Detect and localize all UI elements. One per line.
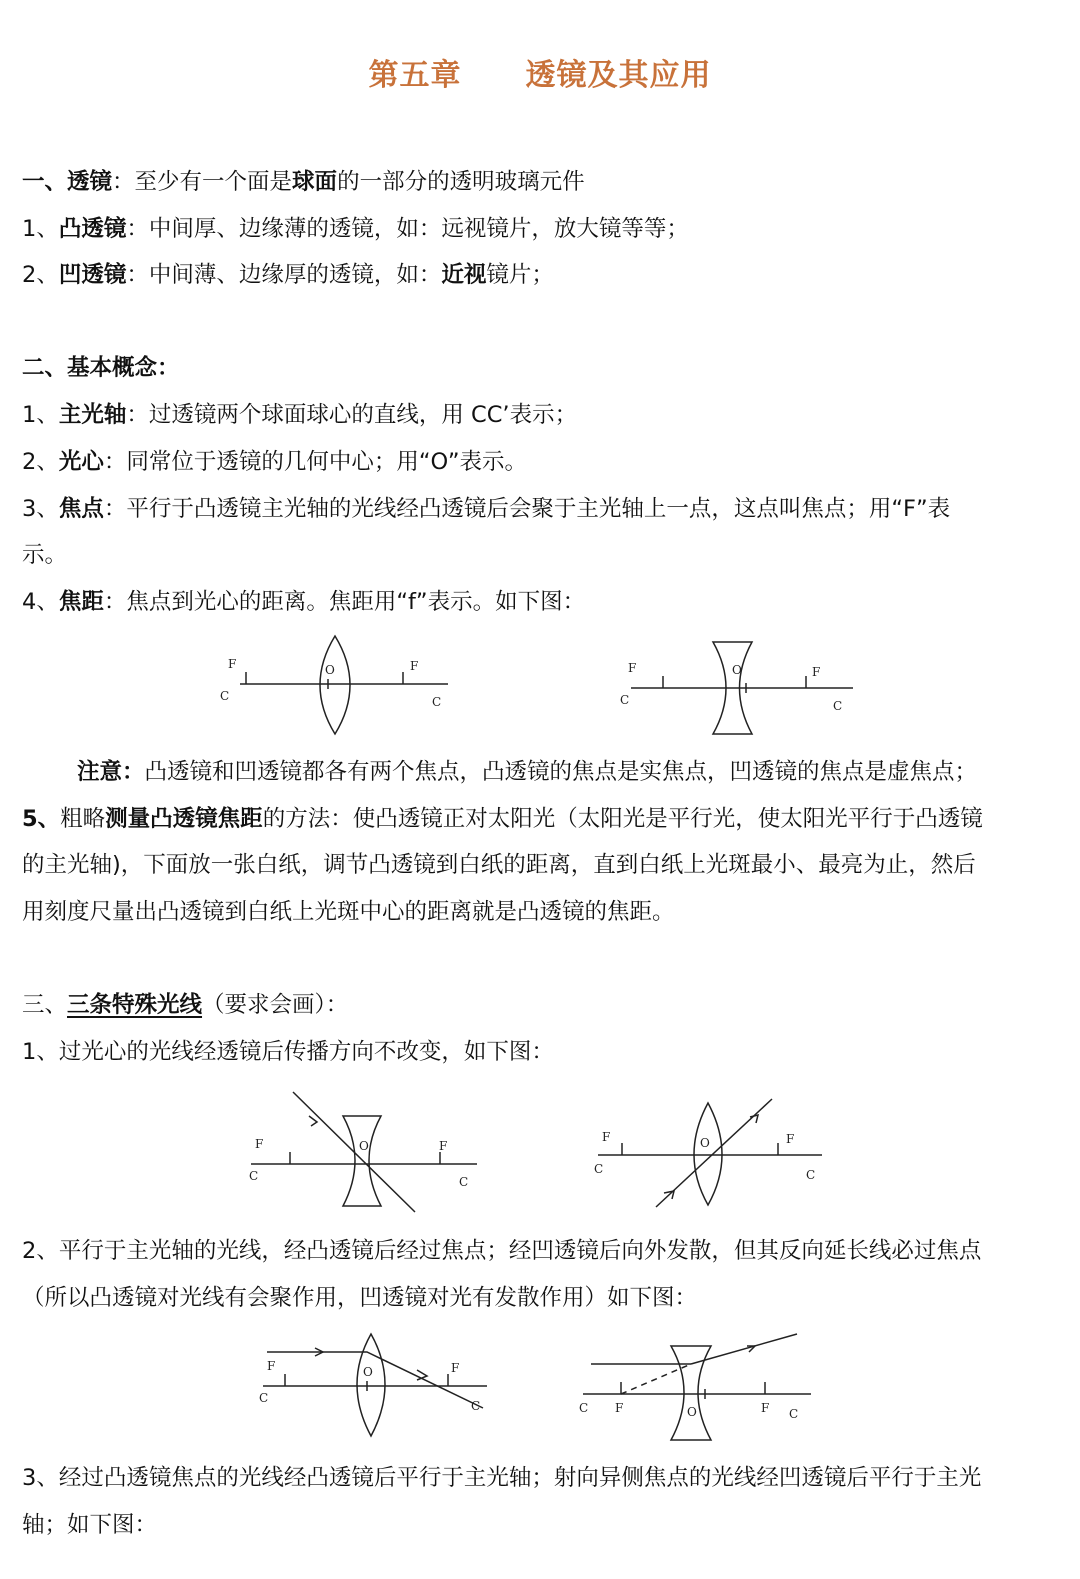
ray-rule-3-line-2: 轴；如下图： bbox=[22, 1512, 158, 1538]
svg-text:C: C bbox=[579, 1401, 589, 1415]
svg-text:F: F bbox=[451, 1361, 460, 1375]
svg-text:C: C bbox=[471, 1399, 481, 1413]
svg-text:F: F bbox=[615, 1401, 624, 1415]
concave-lens-focus-diagram bbox=[615, 638, 865, 738]
svg-text:F: F bbox=[439, 1139, 448, 1153]
svg-text:C: C bbox=[249, 1169, 259, 1183]
svg-text:F: F bbox=[602, 1130, 611, 1144]
section-1-heading: 一、透镜：至少有一个面是球面的一部分的透明玻璃元件 bbox=[22, 169, 585, 195]
svg-text:C: C bbox=[259, 1391, 269, 1405]
svg-text:C: C bbox=[459, 1175, 469, 1189]
concave-center-ray-diagram bbox=[245, 1088, 485, 1218]
section-2-heading: 二、基本概念： bbox=[22, 355, 180, 381]
convex-parallel-ray-diagram bbox=[255, 1330, 495, 1440]
note-focal-points: 注意：凸透镜和凹透镜都各有两个焦点，凸透镜的焦点是实焦点，凹透镜的焦点是虚焦点； bbox=[77, 759, 978, 785]
focal-length-definition: 4、焦距：焦点到光心的距离。焦距用“f”表示。如下图： bbox=[22, 589, 586, 615]
svg-text:F: F bbox=[228, 657, 237, 671]
svg-text:F: F bbox=[812, 665, 821, 679]
svg-text:O: O bbox=[325, 663, 335, 677]
ray-rule-2-line-2: （所以凸透镜对光线有会聚作用，凹透镜对光有发散作用）如下图： bbox=[22, 1285, 698, 1311]
svg-text:F: F bbox=[267, 1359, 276, 1373]
svg-text:C: C bbox=[220, 689, 230, 703]
svg-text:C: C bbox=[789, 1407, 799, 1421]
svg-text:O: O bbox=[700, 1136, 710, 1150]
svg-text:C: C bbox=[620, 693, 630, 707]
optical-center-definition: 2、光心：同常位于透镜的几何中心；用“O”表示。 bbox=[22, 449, 527, 475]
focal-point-definition: 3、焦点：平行于凸透镜主光轴的光线经凸透镜后会聚于主光轴上一点，这点叫焦点；用“F”表 bbox=[22, 496, 951, 522]
svg-text:O: O bbox=[687, 1405, 697, 1419]
measure-method-line-3: 用刻度尺量出凸透镜到白纸上光斑中心的距离就是凸透镜的焦距。 bbox=[22, 899, 675, 925]
svg-text:C: C bbox=[833, 699, 843, 713]
concave-parallel-ray-diagram bbox=[575, 1330, 815, 1445]
measure-method-line-2: 的主光轴)，下面放一张白纸，调节凸透镜到白纸的距离，直到白纸上光斑最小、最亮为止，然后 bbox=[22, 852, 976, 878]
svg-text:O: O bbox=[363, 1365, 373, 1379]
svg-text:C: C bbox=[432, 695, 442, 709]
svg-text:F: F bbox=[786, 1132, 795, 1146]
svg-text:O: O bbox=[359, 1139, 369, 1153]
svg-text:F: F bbox=[410, 659, 419, 673]
svg-text:O: O bbox=[732, 663, 742, 677]
principal-axis-definition: 1、主光轴：过透镜两个球面球心的直线，用 CC’表示； bbox=[22, 402, 578, 428]
svg-text:C: C bbox=[594, 1162, 604, 1176]
svg-text:F: F bbox=[628, 661, 637, 675]
convex-center-ray-diagram bbox=[590, 1095, 830, 1215]
section-3-heading: 三、三条特殊光线（要求会画）： bbox=[22, 992, 349, 1018]
ray-rule-1: 1、过光心的光线经透镜后传播方向不改变，如下图： bbox=[22, 1039, 554, 1065]
ray-rule-2-line-1: 2、平行于主光轴的光线，经凸透镜后经过焦点；经凹透镜后向外发散，但其反向延长线必过焦点 bbox=[22, 1238, 982, 1264]
chapter-topic: 透镜及其应用 bbox=[525, 58, 712, 93]
convex-lens-focus-diagram bbox=[210, 630, 460, 740]
svg-text:F: F bbox=[255, 1137, 264, 1151]
svg-text:C: C bbox=[806, 1168, 816, 1182]
focal-point-definition-cont: 示。 bbox=[22, 542, 68, 568]
measure-method-line-1: 5、粗略测量凸透镜焦距的方法：使凸透镜正对太阳光（太阳光是平行光，使太阳光平行于凸透镜 bbox=[22, 806, 983, 832]
concave-lens-definition: 2、凹透镜：中间薄、边缘厚的透镜，如：近视镜片； bbox=[22, 262, 554, 288]
page-title bbox=[0, 50, 1080, 94]
ray-rule-3-line-1: 3、经过凸透镜焦点的光线经凸透镜后平行于主光轴；射向异侧焦点的光线经凹透镜后平行于主光 bbox=[22, 1465, 982, 1491]
svg-text:F: F bbox=[761, 1401, 770, 1415]
chapter-label: 第五章 bbox=[368, 58, 462, 93]
convex-lens-definition: 1、凸透镜：中间厚、边缘薄的透镜，如：远视镜片，放大镜等等； bbox=[22, 216, 689, 242]
